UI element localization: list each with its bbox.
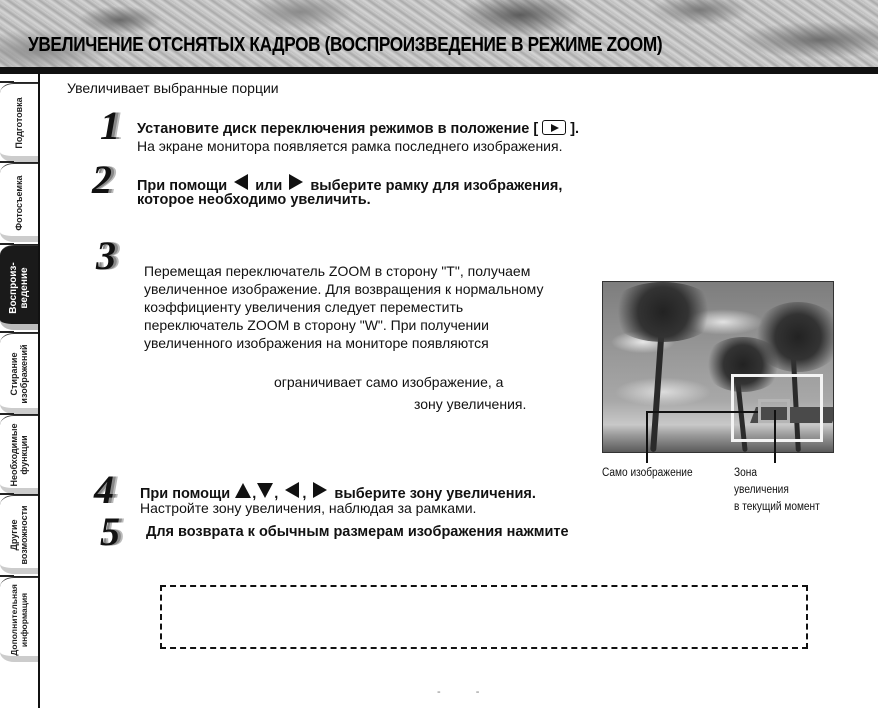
step-1-description: На экране монитора появляется рамка последнего изображения. [137, 138, 563, 154]
callout-line-image-vertical [646, 411, 648, 463]
play-mode-icon [542, 120, 566, 135]
arrow-down-icon [257, 483, 273, 498]
step-5-instruction: Для возврата к обычным размерам изображения нажмите [146, 524, 569, 540]
header-banner [0, 0, 878, 68]
sidebar-tab-preparation[interactable] [0, 82, 38, 162]
header-divider [0, 67, 878, 74]
step-5-number: 5 [100, 509, 120, 554]
callout-line-image [646, 411, 758, 413]
sidebar-tab-label: Фотосъемка [14, 174, 24, 231]
sidebar-tab-playback[interactable] [0, 244, 38, 330]
example-zoomed-photo [602, 281, 834, 453]
sidebar-tab-label: Стирание изображений [9, 343, 29, 404]
step-4-description: Настройте зону увеличения, наблюдая за рамками. [140, 500, 477, 516]
step-3-number: 3 [96, 233, 116, 278]
step-1-instruction: Установите диск переключения режимов в положение [ ]. [137, 121, 580, 137]
sidebar-tab-shooting[interactable] [0, 162, 38, 242]
arrow-left-icon [285, 482, 299, 498]
sidebar-tab-label: Дополнительная информация [9, 583, 29, 656]
arrow-right-icon [289, 174, 303, 190]
sidebar-tab-other-features[interactable] [0, 494, 38, 574]
sidebar-tab-label: Подготовка [14, 96, 24, 149]
step-3-fragment-2: зону увеличения. [414, 396, 527, 412]
sidebar-tab-functions[interactable] [0, 414, 38, 494]
step-2-instruction-line2: которое необходимо увеличить. [137, 192, 371, 208]
arrow-left-icon [234, 174, 248, 190]
label-image-itself: Само изображение [602, 467, 693, 479]
step-2-instruction: При помощи или выберите рамку для изображения, [137, 174, 562, 194]
intro-text: Увеличивает выбранные порции [67, 80, 279, 96]
sidebar-divider [38, 74, 40, 708]
note-box [160, 585, 808, 649]
arrow-up-icon [235, 483, 251, 498]
sidebar-tab-erasing[interactable] [0, 332, 38, 414]
sidebar-tab-additional-info[interactable] [0, 576, 38, 662]
step-3-fragment-1: ограничивает само изображение, а [274, 374, 504, 390]
step-4-number: 4 [94, 467, 114, 512]
sidebar-tab-label: Воспроиз- ведение [8, 261, 30, 314]
sidebar-tab-label: Другие возможности [9, 504, 29, 565]
step-4-instruction: При помощи , , , выберите зону увеличения. [140, 482, 536, 502]
arrow-right-icon [313, 482, 327, 498]
label-zoom-area: Зона увеличения в текущий момент [734, 467, 820, 513]
page-title: УВЕЛИЧЕНИЕ ОТСНЯТЫХ КАДРОВ (ВОСПРОИЗВЕДЕНИЕ В РЕЖИМЕ ZOOM) [28, 34, 663, 56]
sidebar-tab-label: Необходимые функции [9, 422, 29, 487]
step-1-number: 1 [100, 103, 120, 148]
page-number: - - [437, 686, 496, 698]
callout-line-zoom-area [774, 410, 776, 463]
step-3-paragraph: Перемещая переключатель ZOOM в сторону "T", получаем увеличенное изображение. Для возвращения к нормальному коэффициенту увеличения следует переместить переключатель ZOOM в сторону "W". При получении увеличенного изображения на мониторе появляются [144, 263, 544, 351]
step-2-number: 2 [92, 157, 112, 202]
